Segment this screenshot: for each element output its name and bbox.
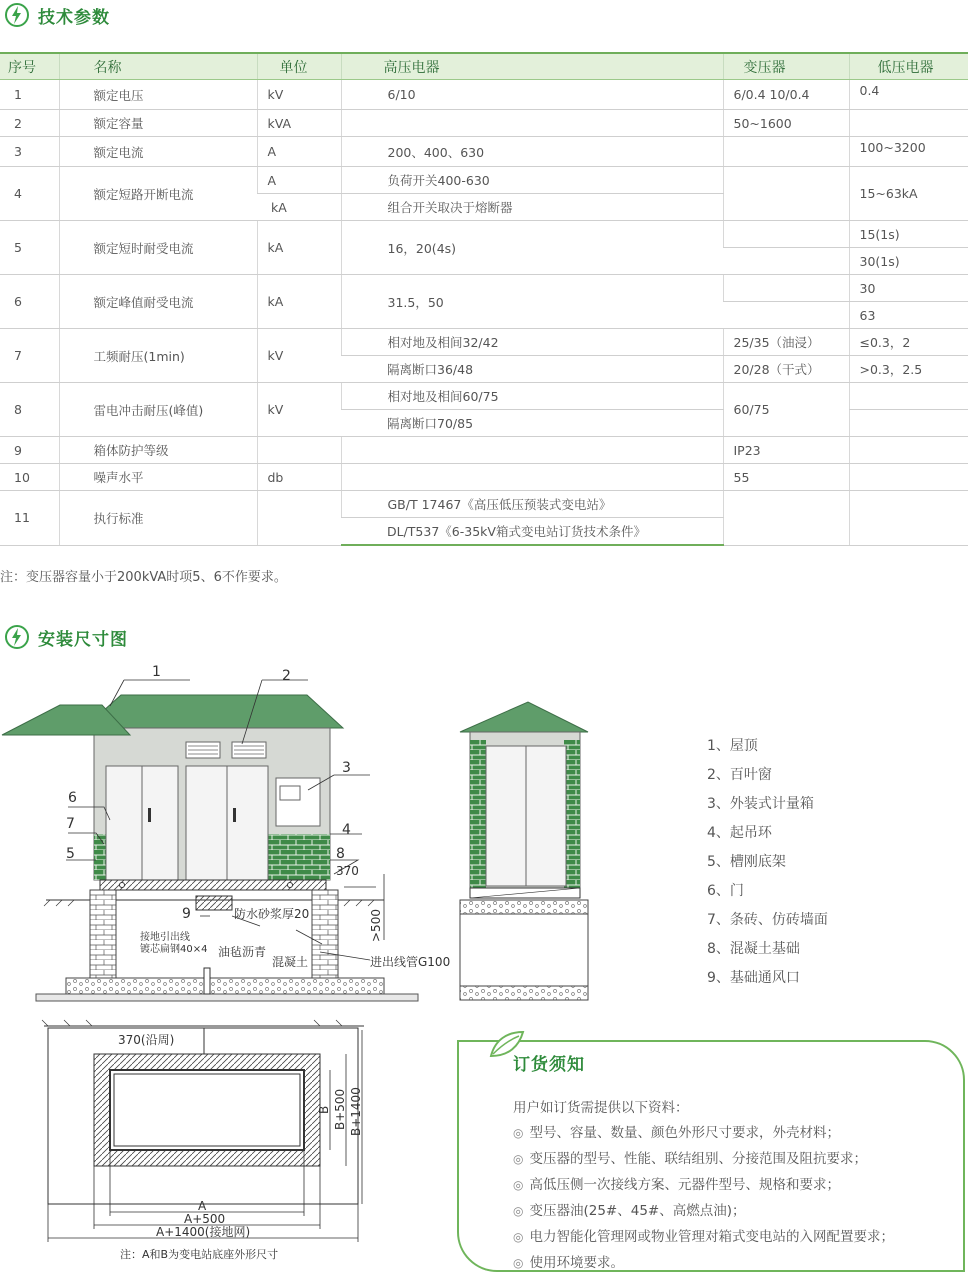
cell-unit: kVA bbox=[257, 110, 341, 137]
callout-8: 8 bbox=[336, 846, 345, 862]
col-header-lv: 低压电器 bbox=[849, 53, 968, 80]
spec-table-header bbox=[0, 53, 968, 80]
order-item bbox=[513, 1146, 894, 1172]
ground-base bbox=[66, 978, 384, 994]
side-foundation bbox=[460, 900, 588, 1000]
cell-lv bbox=[849, 491, 968, 546]
foundation-right bbox=[312, 890, 338, 980]
cell-hv: 负荷开关400-630 bbox=[341, 167, 723, 194]
lightning-logo-icon bbox=[4, 624, 30, 650]
cell-name: 额定容量 bbox=[59, 110, 257, 137]
cell-transformer bbox=[723, 167, 849, 221]
cell-unit: db bbox=[257, 464, 341, 491]
cell-lv: 15(1s) bbox=[849, 221, 968, 248]
table-row bbox=[0, 275, 968, 302]
col-header-name: 名称 bbox=[59, 53, 257, 80]
table-row bbox=[0, 464, 968, 491]
cell-name: 额定短时耐受电流 bbox=[59, 221, 257, 275]
order-item bbox=[513, 1172, 894, 1198]
foundation-left bbox=[90, 890, 116, 980]
bullet-icon: ◎ bbox=[513, 1152, 524, 1166]
legend-item: 1、屋顶 bbox=[707, 738, 758, 754]
cell-name: 额定电流 bbox=[59, 137, 257, 167]
callout-1: 1 bbox=[152, 664, 161, 680]
gt500-label: >500 bbox=[369, 909, 383, 942]
cell-hv bbox=[341, 110, 723, 137]
callout-4: 4 bbox=[342, 822, 351, 838]
dim-b-label: B bbox=[317, 1105, 331, 1114]
vent-opening bbox=[196, 896, 232, 910]
spec-table bbox=[0, 52, 968, 546]
cell-unit: kA bbox=[257, 275, 341, 329]
order-notice-box bbox=[457, 1040, 965, 1272]
cell-lv: 30 bbox=[849, 275, 968, 302]
cell-hv: 隔离断口36/48 bbox=[341, 356, 723, 383]
cell-hv bbox=[341, 464, 723, 491]
cell-transformer bbox=[723, 491, 849, 546]
bullet-icon: ◎ bbox=[513, 1178, 524, 1192]
drawing-legend bbox=[707, 734, 828, 995]
cell-hv: 相对地及相间60/75 bbox=[341, 383, 723, 410]
dim-a-label: A bbox=[198, 1199, 207, 1213]
callout-2: 2 bbox=[282, 668, 291, 684]
cell-hv: 隔离断口70/85 bbox=[341, 410, 723, 437]
cell-name: 噪声水平 bbox=[59, 464, 257, 491]
order-item-text: 使用环境要求。 bbox=[529, 1255, 624, 1271]
cell-no: 3 bbox=[0, 137, 59, 167]
table-row bbox=[0, 137, 968, 167]
cell-name: 箱体防护等级 bbox=[59, 437, 257, 464]
concrete-label: 混凝土 bbox=[272, 955, 309, 969]
cell-unit: kV bbox=[257, 329, 341, 383]
cell-transformer: 55 bbox=[723, 464, 849, 491]
table-row bbox=[0, 329, 968, 356]
cell-unit: kV bbox=[257, 80, 341, 110]
dim-370-label: 370 bbox=[336, 864, 359, 878]
cell-hv: 31.5，50 bbox=[341, 275, 723, 329]
cell-transformer bbox=[723, 137, 849, 167]
dim-b1400-label: B+1400 bbox=[349, 1087, 363, 1136]
cell-lv: >0.3，2.5 bbox=[849, 356, 968, 383]
cell-unit: kV bbox=[257, 383, 341, 437]
table-row bbox=[0, 491, 968, 518]
cell-lv bbox=[849, 437, 968, 464]
order-item-text: 变压器油(25#、45#、高燃点油)； bbox=[529, 1203, 746, 1219]
callout-7: 7 bbox=[66, 816, 75, 832]
cell-transformer bbox=[723, 275, 849, 302]
table-row bbox=[0, 80, 968, 110]
cell-unit bbox=[257, 437, 341, 464]
legend-item: 4、起吊环 bbox=[707, 825, 772, 841]
install-section-title: 安装尺寸图 bbox=[38, 629, 128, 650]
meter-box bbox=[276, 778, 320, 826]
side-elevation-drawing bbox=[456, 700, 596, 1005]
order-item-text: 变压器的型号、性能、联结组别、分接范围及阻抗要求； bbox=[529, 1151, 867, 1167]
bullet-icon: ◎ bbox=[513, 1256, 524, 1270]
cell-hv: DL/T537《6-35kV箱式变电站订货技术条件》 bbox=[341, 518, 723, 546]
cell-transformer: 20/28（干式） bbox=[723, 356, 849, 383]
order-title: 订货须知 bbox=[513, 1055, 585, 1075]
cell-transformer: 60/75 bbox=[723, 383, 849, 437]
cell-no: 8 bbox=[0, 383, 59, 437]
cell-transformer: 6/0.4 10/0.4 bbox=[723, 80, 849, 110]
order-item bbox=[513, 1198, 894, 1224]
cell-unit: kA bbox=[257, 194, 341, 221]
col-header-hv: 高压电器 bbox=[341, 53, 723, 80]
ground-lead-spec-label: 镀芯扁钢40×4 bbox=[140, 944, 208, 955]
order-item-text: 电力智能化管理网或物业管理对箱式变电站的入网配置要求； bbox=[529, 1229, 894, 1245]
perimeter-label: 370(沿周) bbox=[118, 1033, 175, 1047]
installation-drawing bbox=[0, 650, 460, 1275]
cell-lv bbox=[849, 110, 968, 137]
callout-6: 6 bbox=[68, 790, 77, 806]
table-row bbox=[0, 167, 968, 194]
install-section-header bbox=[4, 622, 128, 652]
cell-lv: 30(1s) bbox=[849, 248, 968, 275]
cell-hv: 组合开关取决于熔断器 bbox=[341, 194, 723, 221]
plan-view bbox=[42, 1020, 364, 1261]
cell-transformer bbox=[723, 248, 849, 275]
cell-name: 工频耐压(1min) bbox=[59, 329, 257, 383]
order-intro: 用户如订货需提供以下资料： bbox=[513, 1100, 689, 1116]
order-item bbox=[513, 1224, 894, 1250]
cell-lv: 15~63kA bbox=[849, 167, 968, 221]
bullet-icon: ◎ bbox=[513, 1126, 524, 1140]
cell-transformer bbox=[723, 221, 849, 248]
conduit-label: 进出线管G100 bbox=[370, 955, 451, 969]
table-row bbox=[0, 383, 968, 410]
table-row bbox=[0, 110, 968, 137]
legend-item: 2、百叶窗 bbox=[707, 767, 772, 783]
cell-lv: 63 bbox=[849, 302, 968, 329]
cell-unit: A bbox=[257, 167, 341, 194]
cell-transformer: IP23 bbox=[723, 437, 849, 464]
bullet-icon: ◎ bbox=[513, 1204, 524, 1218]
cell-no: 2 bbox=[0, 110, 59, 137]
legend-item: 3、外装式计量箱 bbox=[707, 796, 814, 812]
base-opening bbox=[110, 1070, 304, 1150]
cell-transformer: 50~1600 bbox=[723, 110, 849, 137]
callout-5: 5 bbox=[66, 846, 75, 862]
cell-hv: GB/T 17467《高压低压预装式变电站》 bbox=[341, 491, 723, 518]
order-item-text: 高低压侧一次接线方案、元器件型号、规格和要求； bbox=[529, 1177, 840, 1193]
col-header-no: 序号 bbox=[0, 53, 59, 80]
cell-transformer: 25/35（油浸） bbox=[723, 329, 849, 356]
order-item bbox=[513, 1250, 894, 1276]
roof-front bbox=[84, 695, 343, 728]
col-header-transformer: 变压器 bbox=[723, 53, 849, 80]
ground-lead-label: 接地引出线 bbox=[140, 932, 190, 943]
legend-item: 8、混凝土基础 bbox=[707, 941, 800, 957]
cell-lv: 100~3200 bbox=[849, 137, 968, 167]
cell-no: 4 bbox=[0, 167, 59, 221]
tech-section-title: 技术参数 bbox=[38, 7, 110, 28]
table-row bbox=[0, 437, 968, 464]
waterproof-label: 防水砂浆厚20 bbox=[234, 907, 310, 921]
cell-hv: 相对地及相间32/42 bbox=[341, 329, 723, 356]
dim-b500-label: B+500 bbox=[333, 1088, 347, 1130]
felt-label: 油毡沥青 bbox=[218, 945, 267, 959]
order-items bbox=[513, 1120, 894, 1276]
cell-hv: 6/10 bbox=[341, 80, 723, 110]
legend-item: 7、条砖、仿砖墙面 bbox=[707, 912, 828, 928]
cell-unit: kA bbox=[257, 221, 341, 275]
order-item bbox=[513, 1120, 894, 1146]
table-row bbox=[0, 221, 968, 248]
bullet-icon: ◎ bbox=[513, 1230, 524, 1244]
legend-item: 5、槽刚底架 bbox=[707, 854, 786, 870]
cell-hv: 200、400、630 bbox=[341, 137, 723, 167]
dim-a1400-label: A+1400(接地网) bbox=[156, 1225, 251, 1239]
callout-9: 9 bbox=[182, 906, 191, 922]
cell-unit bbox=[257, 491, 341, 546]
cell-name: 执行标准 bbox=[59, 491, 257, 546]
cell-name: 额定短路开断电流 bbox=[59, 167, 257, 221]
callout-3: 3 bbox=[342, 760, 351, 776]
tech-section-header bbox=[4, 0, 110, 30]
cell-transformer bbox=[723, 302, 849, 329]
legend-item: 6、门 bbox=[707, 883, 744, 899]
cell-lv bbox=[849, 410, 968, 437]
cell-name: 额定电压 bbox=[59, 80, 257, 110]
cell-no: 9 bbox=[0, 437, 59, 464]
capacity-note: 注：变压器容量小于200kVA时项5、6不作要求。 bbox=[0, 570, 287, 585]
cell-no: 1 bbox=[0, 80, 59, 110]
cell-unit: A bbox=[257, 137, 341, 167]
cell-lv: 0.4 bbox=[849, 80, 968, 110]
cell-no: 6 bbox=[0, 275, 59, 329]
legend-item: 9、基础通风口 bbox=[707, 970, 800, 986]
order-item-text: 型号、容量、数量、颜色外形尺寸要求，外壳材料； bbox=[529, 1125, 840, 1141]
cell-no: 5 bbox=[0, 221, 59, 275]
dim-a500-label: A+500 bbox=[184, 1212, 226, 1226]
cell-hv: 16，20(4s) bbox=[341, 221, 723, 275]
cell-lv bbox=[849, 383, 968, 410]
cell-no: 10 bbox=[0, 464, 59, 491]
cell-no: 7 bbox=[0, 329, 59, 383]
plan-note: 注：A和B为变电站底座外形尺寸 bbox=[120, 1248, 279, 1261]
cell-lv bbox=[849, 464, 968, 491]
cell-hv bbox=[341, 437, 723, 464]
cell-name: 雷电冲击耐压(峰值) bbox=[59, 383, 257, 437]
cell-name: 额定峰值耐受电流 bbox=[59, 275, 257, 329]
lightning-logo-icon bbox=[4, 2, 30, 28]
side-roof bbox=[460, 702, 588, 732]
cell-lv: ≤0.3，2 bbox=[849, 329, 968, 356]
col-header-unit: 单位 bbox=[257, 53, 341, 80]
cell-no: 11 bbox=[0, 491, 59, 546]
